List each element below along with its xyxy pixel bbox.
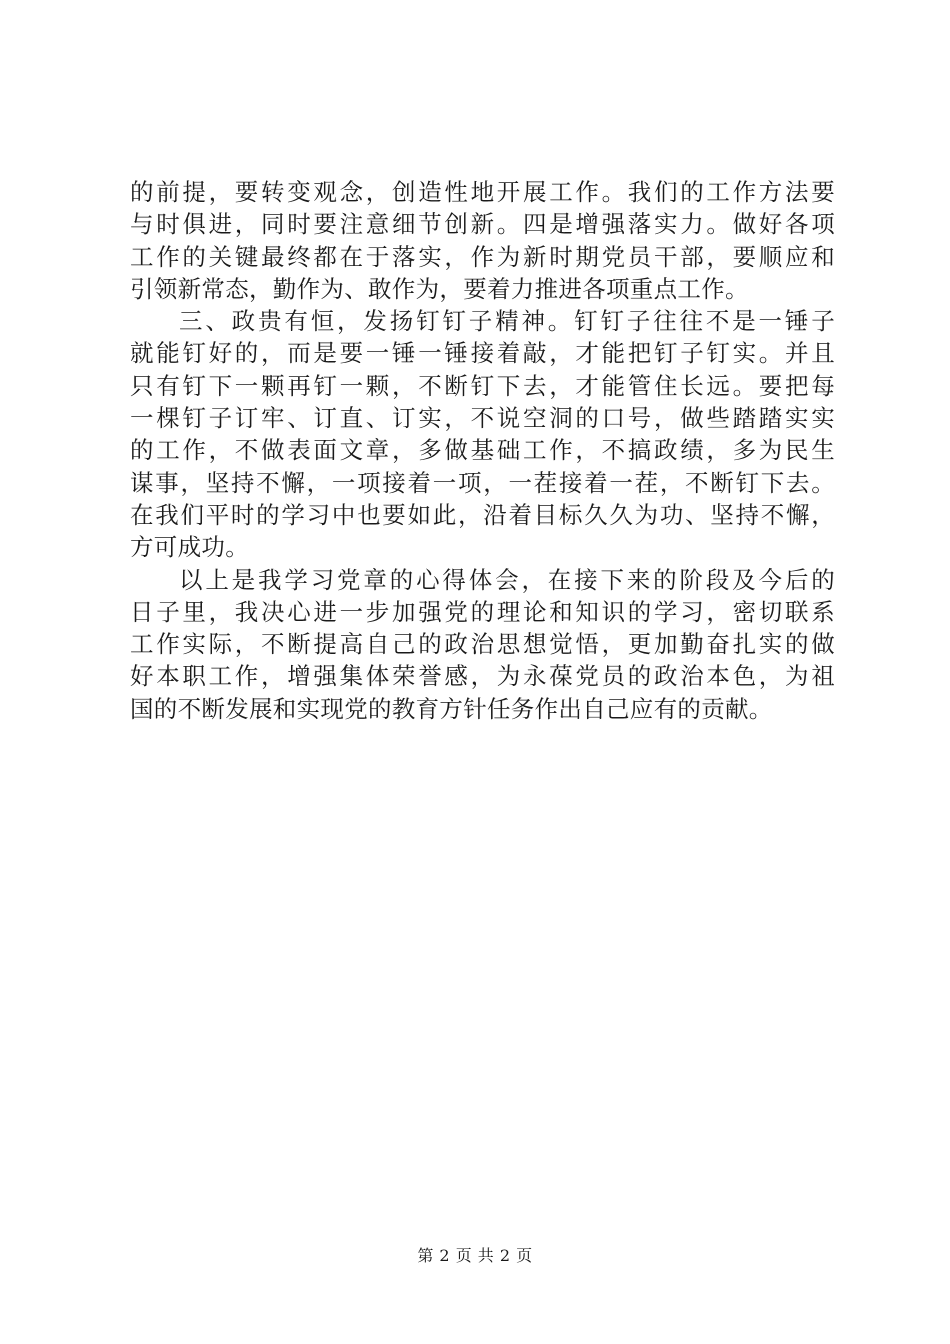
paragraph-start-line: 三、政贵有恒，发扬钉钉子精神。钉钉子往往不是一锤子	[179, 307, 835, 336]
text-line: 谋事，坚持不懈，一项接着一项，一茬接着一茬，不断钉下去。	[130, 468, 835, 497]
page-number-label: 第 2 页 共 2 页	[417, 1246, 533, 1265]
text-line: 日子里，我决心进一步加强党的理论和知识的学习，密切联系	[130, 597, 835, 626]
text-line: 只有钉下一颗再钉一颗，不断钉下去，才能管住长远。要把每	[130, 371, 835, 400]
page-footer	[0, 1243, 950, 1266]
body-text	[130, 176, 835, 725]
text-line: 方可成功。	[130, 533, 249, 562]
text-line: 的工作，不做表面文章，多做基础工作，不搞政绩，多为民生	[130, 436, 835, 465]
text-line: 的前提，要转变观念，创造性地开展工作。我们的工作方法要	[130, 178, 835, 206]
text-line: 就能钉好的，而是要一锤一锤接着敲，才能把钉子钉实。并且	[130, 339, 835, 368]
text-line: 好本职工作，增强集体荣誉感，为永葆党员的政治本色，为祖	[130, 662, 835, 691]
text-line: 在我们平时的学习中也要如此，沿着目标久久为功、坚持不懈，	[130, 500, 835, 529]
text-line: 国的不断发展和实现党的教育方针任务作出自己应有的贡献。	[130, 694, 773, 723]
paragraph-start-line: 以上是我学习党章的心得体会，在接下来的阶段及今后的	[179, 565, 835, 594]
text-line: 工作的关键最终都在于落实，作为新时期党员干部，要顺应和	[130, 242, 835, 271]
text-line: 与时俱进，同时要注意细节创新。四是增强落实力。做好各项	[130, 210, 835, 239]
text-line: 引领新常态，勤作为、敢作为，要着力推进各项重点工作。	[130, 274, 749, 303]
text-line: 一棵钉子订牢、订直、订实，不说空洞的口号，做些踏踏实实	[130, 404, 835, 433]
text-line: 工作实际，不断提高自己的政治思想觉悟，更加勤奋扎实的做	[130, 630, 835, 659]
